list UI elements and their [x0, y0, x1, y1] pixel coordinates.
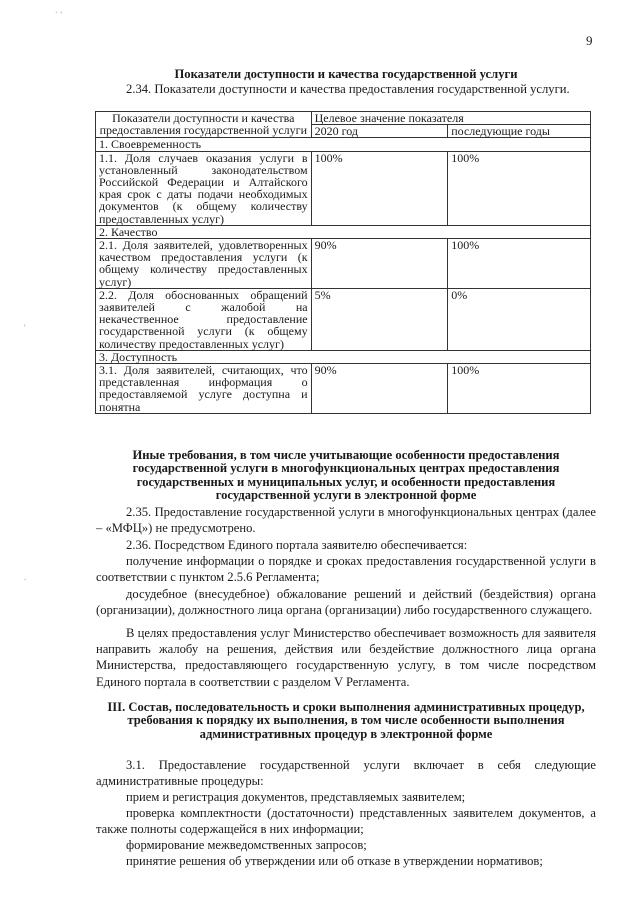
indicator-label: 2.1. Доля заявителей, удовлетворенных качеством предоставления услуги (к общему количеству предоставленных услуг) — [96, 239, 312, 289]
header-target: Целевое значение показателя — [311, 112, 590, 125]
group-title: 3. Доступность — [96, 350, 591, 363]
table-row — [96, 288, 591, 350]
value-2020: 90% — [311, 239, 448, 289]
table-header-row — [96, 112, 591, 125]
paragraph-info: получение информации о порядке и сроках предоставления государственной услуги в соответствии с пунктом 2.5.6 Регламента; — [96, 554, 596, 585]
paragraph-3-1: 3.1. Предоставление государственной услуги включает в себя следующие административные процедуры: — [96, 758, 596, 789]
table-row — [96, 364, 591, 414]
scan-mark: ` ' — [55, 10, 62, 20]
value-next-years: 100% — [448, 364, 591, 414]
paragraph-2-36: 2.36. Посредством Единого портала заявителю обеспечивается: — [126, 538, 468, 552]
indicator-label: 1.1. Доля случаев оказания услуги в установленный законодательством Российской Федерации и Алтайского края срок с даты подачи необходимых документов (к общему количеству предоставленных услуг) — [96, 151, 312, 225]
value-2020: 5% — [311, 288, 448, 350]
procedure-2: проверка комплектности (достаточности) представленных заявителем документов, а также полноты содержащейся в них информации; — [96, 806, 596, 837]
procedure-3: формирование межведомственных запросов; — [126, 838, 367, 852]
paragraph-ministry: В целях предоставления услуг Министерство обеспечивает возможность для заявителя направить жалобу на решения, действия или бездействие должностного лица органа Министерства, предоставляющего государственную услугу, в том числе посредством Единого портала в соответствии с разделом V Регламента. — [96, 626, 596, 689]
paragraph-2-35: 2.35. Предоставление государственной услуги в многофункциональных центрах (далее – «МФЦ») не предусмотрено. — [96, 505, 596, 536]
paragraph-appeal: досудебное (внесудебное) обжалование решений и действий (бездействия) органа (организации), должностного лица органа (организации) либо государственного служащего. — [96, 587, 596, 618]
header-indicator: Показатели доступности и качества предоставления государственной услуги — [96, 112, 312, 138]
table-group-row — [96, 138, 591, 151]
table-group-row — [96, 350, 591, 363]
procedure-1: прием и регистрация документов, представляемых заявителем; — [126, 790, 466, 804]
indicator-label: 2.2. Доля обоснованных обращений заявителей с жалобой на некачественное предоставление государственной услуги (к общему количеству предоставленных услуг) — [96, 288, 312, 350]
table-row — [96, 151, 591, 225]
header-next-years: последующие годы — [448, 125, 591, 138]
other-requirements-title: Иные требования, в том числе учитывающие особенности предоставления государственной услуги в многофункциональных центрах предоставления государственных и муниципальных услуг, и особенности предоставления государственной услуги в электронной форме — [132, 448, 560, 502]
scan-mark: . — [24, 572, 27, 582]
value-2020: 100% — [311, 151, 448, 225]
page-number: 9 — [586, 33, 593, 48]
table-group-row — [96, 225, 591, 238]
indicators-table — [95, 111, 591, 414]
section-3-title: III. Состав, последовательность и сроки выполнения административных процедур, требования к порядку их выполнения, в том числе особенности выполнения административных процедур в электронной форме — [107, 700, 585, 741]
header-2020: 2020 год — [311, 125, 448, 138]
paragraph-2-34: 2.34. Показатели доступности и качества предоставления государственной услуги. — [126, 82, 570, 96]
group-title: 1. Своевременность — [96, 138, 591, 151]
section-title: Показатели доступности и качества государственной услуги — [174, 67, 518, 81]
indicator-label: 3.1. Доля заявителей, считающих, что представленная информация о предоставляемой услуге доступна и понятна — [96, 364, 312, 414]
table-row — [96, 239, 591, 289]
value-next-years: 100% — [448, 151, 591, 225]
scan-mark: ' — [24, 323, 26, 333]
value-2020: 90% — [311, 364, 448, 414]
value-next-years: 0% — [448, 288, 591, 350]
group-title: 2. Качество — [96, 225, 591, 238]
value-next-years: 100% — [448, 239, 591, 289]
procedure-4: принятие решения об утверждении или об отказе в утверждении нормативов; — [126, 854, 543, 868]
